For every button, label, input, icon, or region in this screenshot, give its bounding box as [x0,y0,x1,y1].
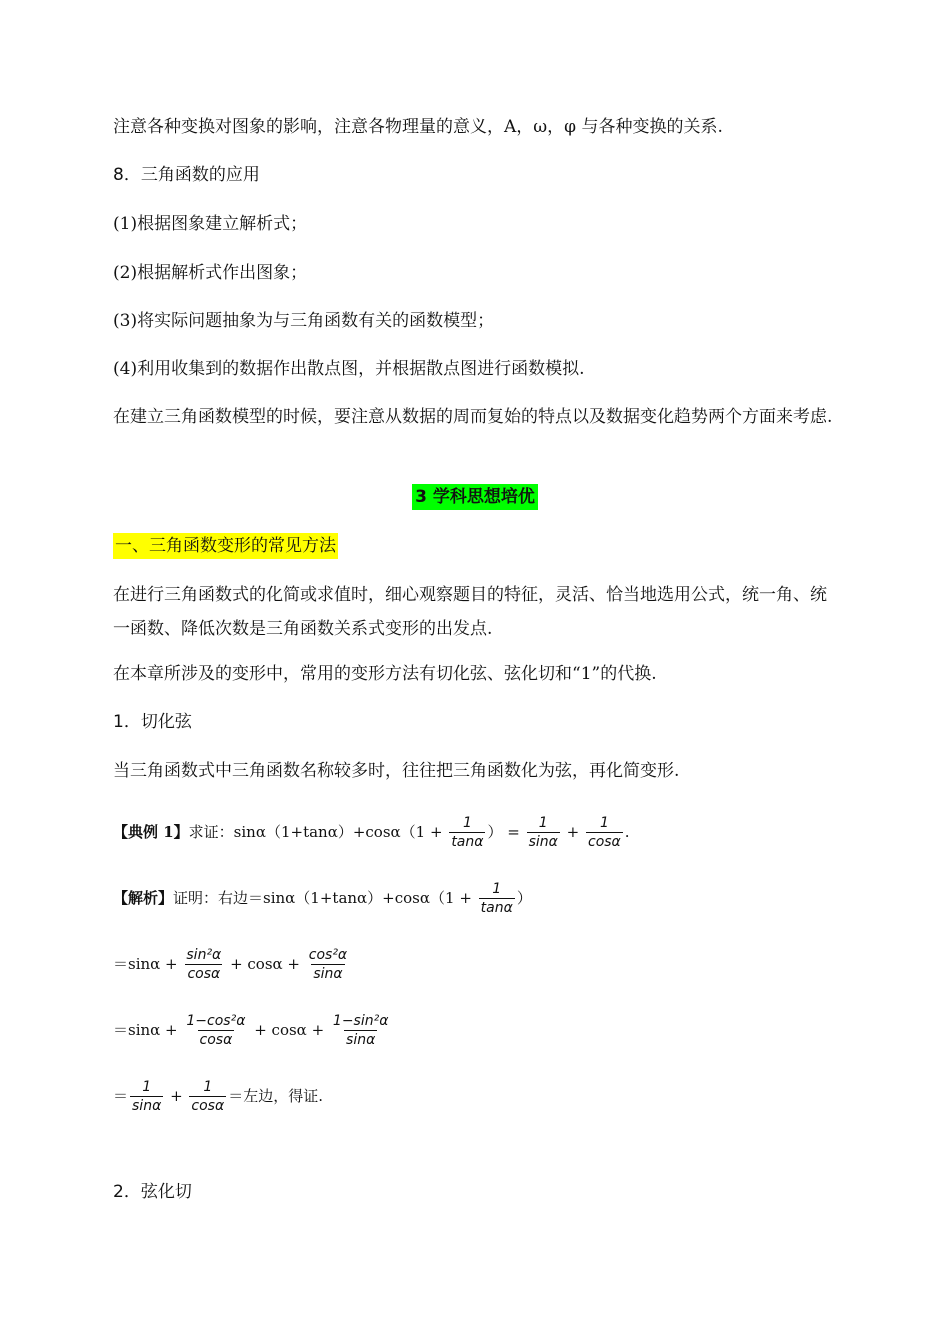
fraction-denominator: sinα [132,1097,162,1114]
fraction-denominator: tanα [480,899,513,916]
transform-note: 注意各种变换对图象的影响，注意各物理量的意义，A，ω，φ 与各种变换的关系. [113,117,723,137]
list-item: (3)将实际问题抽象为与三角函数有关的函数模型； [113,311,495,331]
fraction-denominator: sinα [313,965,343,982]
solution-text: + cosα + [225,955,305,973]
solution-text: + cosα + [249,1021,329,1039]
fraction-numerator: 1−cos²α [186,1012,246,1029]
fraction [184,1012,247,1049]
fraction [189,1078,226,1115]
list-item: (4)利用收集到的数据作出散点图，并根据散点图进行函数模拟. [113,359,585,379]
solution-line1-end: ） [516,889,532,907]
fraction [184,946,223,983]
example-1 [113,810,630,854]
example-label: 【典例 1】 [113,823,189,841]
fraction-numerator: 1 [492,880,502,897]
section-3-heading-row [0,482,950,507]
fraction [479,880,515,917]
list-item: (2)根据解析式作出图象； [113,263,308,283]
fraction-denominator: cosα [199,1031,233,1048]
example-prefix: 求证：sinα（1+tanα）+cosα（1 + [188,823,448,841]
part-1-paragraph: 在进行三角函数式的化简或求值时，细心观察题目的特征，灵活、恰当地选用公式，统一角、统一函数、降低次数是三角函数关系式变形的出发点. [113,585,827,639]
list-item: (1)根据图象建立解析式； [113,214,308,234]
method-1-title: 1．切化弦 [113,712,192,732]
fraction-denominator: sinα [346,1031,376,1048]
fraction [331,1012,391,1049]
fraction [527,814,560,851]
fraction [307,946,349,983]
part-1-methods-paragraph: 在本章所涉及的变形中，常用的变形方法有切化弦、弦化切和“1”的代换. [113,664,657,684]
solution-label: 【解析】 [113,889,174,907]
example-mid: ） = [487,823,525,841]
solution-text: ＝左边，得证. [228,1087,323,1105]
solution-text: + [165,1087,188,1105]
solution-line-1 [113,876,532,920]
solution-line-3 [113,1008,392,1052]
example-end: . [624,823,630,841]
fraction-numerator: 1 [599,814,609,831]
method-1-description: 当三角函数式中三角函数名称较多时，往往把三角函数化为弦，再化简变形. [113,761,680,781]
plus-sign: + [561,823,584,841]
fraction-denominator: cosα [187,965,221,982]
fraction [586,814,623,851]
method-2-title: 2．弦化切 [113,1182,192,1202]
fraction [449,814,485,851]
solution-text: ＝sinα + [113,1021,183,1039]
solution-line1-prefix: 证明：右边＝sinα（1+tanα）+cosα（1 + [173,889,477,907]
section-8-title: 8．三角函数的应用 [113,165,260,185]
fraction-denominator: sinα [528,833,558,850]
solution-line-4 [113,1074,323,1118]
fraction-numerator: sin²α [186,946,222,963]
fraction-denominator: tanα [451,833,484,850]
model-note: 在建立三角函数模型的时候，要注意从数据的周而复始的特点以及数据变化趋势两个方面来考虑. [113,407,833,427]
fraction-numerator: 1−sin²α [332,1012,389,1029]
section-3-heading: 3 学科思想培优 [412,484,538,510]
fraction-numerator: 1 [203,1078,213,1095]
part-1-heading-row [113,534,338,558]
solution-text: ＝sinα + [113,955,183,973]
solution-line-2 [113,942,351,986]
fraction-numerator: 1 [142,1078,152,1095]
part-1-heading: 一、三角函数变形的常见方法 [113,533,338,559]
fraction-numerator: 1 [462,814,472,831]
fraction-denominator: cosα [588,833,621,850]
solution-text: ＝ [113,1087,129,1105]
fraction-numerator: cos²α [308,946,348,963]
fraction-denominator: cosα [191,1097,225,1114]
fraction-numerator: 1 [538,814,548,831]
fraction [130,1078,163,1115]
